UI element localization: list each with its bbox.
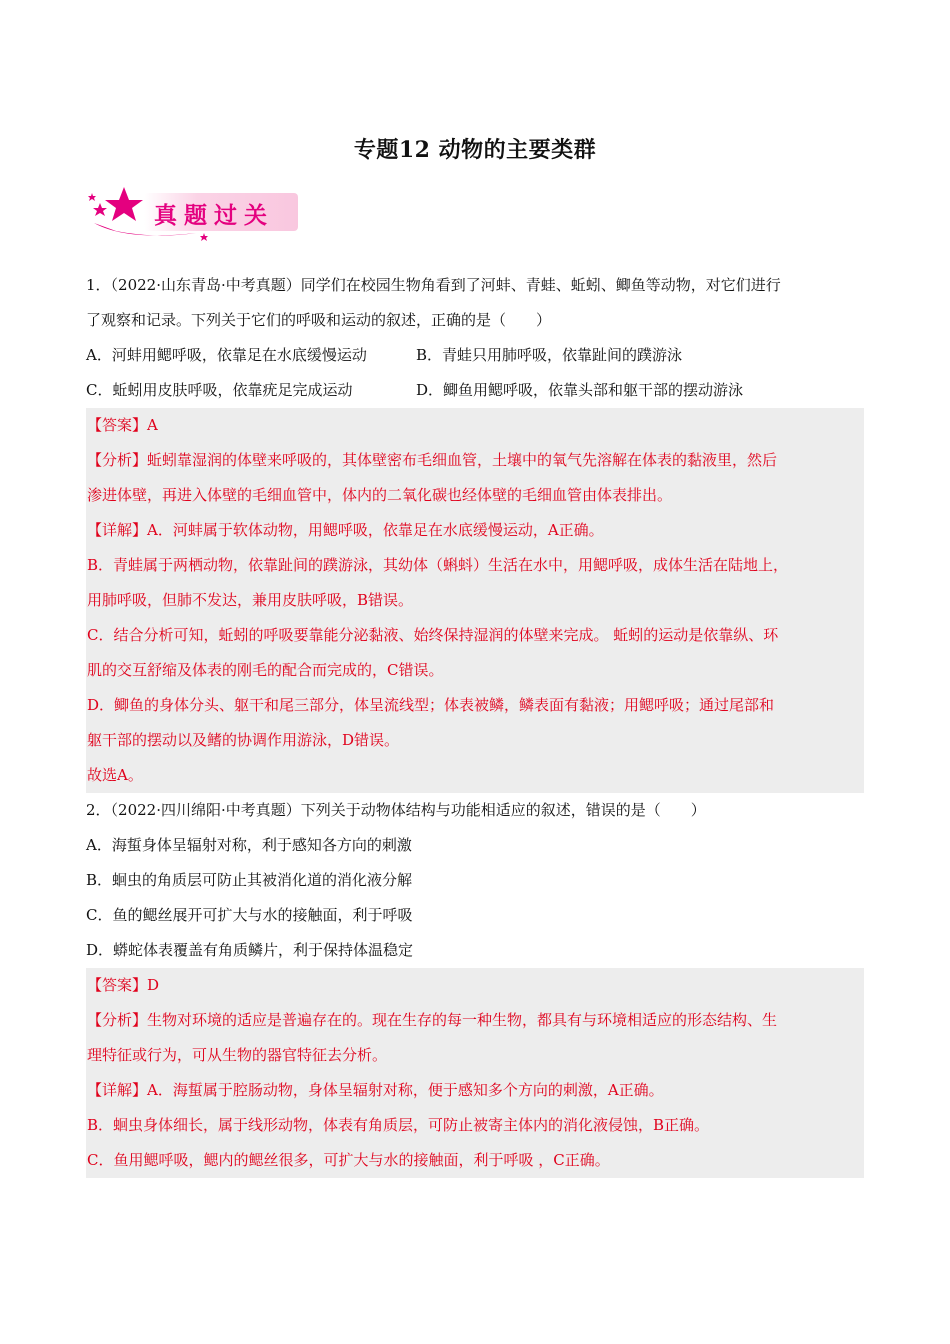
- q2-analysis-line2: 理特征或行为，可从生物的器官特征去分析。: [87, 1046, 388, 1064]
- banner-label: 真题过关: [154, 203, 274, 229]
- q2-detail-a: 【详解】A．海蜇属于腔肠动物，身体呈辐射对称，便于感知多个方向的刺激，A正确。: [87, 1081, 664, 1099]
- q1-answer: 【答案】A: [87, 416, 158, 434]
- q2-solution-block: [86, 968, 864, 1178]
- q1-stem-line1: 1．（2022·山东青岛·中考真题）同学们在校园生物角看到了河蚌、青蛙、蚯蚓、鲫鱼等动物，对它们进行: [86, 276, 781, 294]
- q2-detail-b: B．蛔虫身体细长，属于线形动物，体表有角质层，可防止被寄主体内的消化液侵蚀，B正确。: [87, 1116, 710, 1134]
- q2-analysis-line1: 【分析】生物对环境的适应是普遍存在的。现在生存的每一种生物，都具有与环境相适应的形态结构、生: [87, 1011, 778, 1029]
- q1-option-a: A．河蚌用鳃呼吸，依靠足在水底缓慢运动: [86, 346, 367, 364]
- q2-option-b: B．蛔虫的角质层可防止其被消化道的消化液分解: [86, 871, 413, 889]
- question-content: [86, 268, 864, 1178]
- q2-answer: 【答案】D: [87, 976, 160, 994]
- q1-detail-c-line1: C．结合分析可知，蚯蚓的呼吸要靠能分泌黏液、始终保持湿润的体壁来完成。 蚯蚓的运动是依靠纵、环: [87, 626, 779, 644]
- q1-options-cd: [86, 373, 864, 408]
- q1-option-d: D．鲫鱼用鳃呼吸，依靠头部和躯干部的摆动游泳: [416, 381, 744, 399]
- q2-option-c: C．鱼的鳃丝展开可扩大与水的接触面，利于呼吸: [86, 906, 413, 924]
- q1-detail-a: 【详解】A．河蚌属于软体动物，用鳃呼吸，依靠足在水底缓慢运动，A正确。: [87, 521, 604, 539]
- page-title: 专题12 动物的主要类群: [353, 137, 597, 163]
- q1-analysis-line1: 【分析】蚯蚓靠湿润的体壁来呼吸的，其体壁密布毛细血管，土壤中的氧气先溶解在体表的黏液里，然后: [87, 451, 778, 469]
- q1-detail-b-line1: B．青蛙属于两栖动物，依靠趾间的蹼游泳，其幼体（蝌蚪）生活在水中，用鳃呼吸，成体生活在陆地上，: [87, 556, 789, 574]
- q1-detail-b-line2: 用肺呼吸，但肺不发达，兼用皮肤呼吸，B错误。: [87, 591, 414, 609]
- q1-options-ab: [86, 338, 864, 373]
- q1-detail-c-line2: 肌的交互舒缩及体表的刚毛的配合而完成的，C错误。: [87, 661, 444, 679]
- q1-conclusion: 故选A。: [87, 766, 143, 784]
- q1-option-b: B．青蛙只用肺呼吸，依靠趾间的蹼游泳: [416, 346, 683, 364]
- q2-option-d: D．蟒蛇体表覆盖有角质鳞片，利于保持体温稳定: [86, 941, 414, 959]
- q2-detail-c: C．鱼用鳃呼吸，鳃内的鳃丝很多，可扩大与水的接触面，利于呼吸 ，C正确。: [87, 1151, 610, 1169]
- q1-option-c: C．蚯蚓用皮肤呼吸，依靠疣足完成运动: [86, 381, 353, 399]
- q1-solution-block: [86, 408, 864, 793]
- q1-detail-d-line2: 躯干部的摆动以及鳍的协调作用游泳，D错误。: [87, 731, 400, 749]
- q2-option-a: A．海蜇身体呈辐射对称，利于感知各方向的刺激: [86, 836, 412, 854]
- q1-detail-d-line1: D．鲫鱼的身体分头、躯干和尾三部分，体呈流线型；体表被鳞，鳞表面有黏液；用鳃呼吸；通过尾部和: [87, 696, 775, 714]
- q2-stem: 2．（2022·四川绵阳·中考真题）下列关于动物体结构与功能相适应的叙述，错误的是（ ）: [86, 801, 706, 819]
- section-banner: [86, 183, 301, 245]
- q1-stem-line2: 了观察和记录。下列关于它们的呼吸和运动的叙述，正确的是（ ）: [86, 311, 552, 329]
- question-1: [86, 268, 864, 793]
- q1-analysis-line2: 渗进体壁，再进入体壁的毛细血管中，体内的二氧化碳也经体壁的毛细血管由体表排出。: [87, 486, 673, 504]
- question-2: [86, 793, 864, 1178]
